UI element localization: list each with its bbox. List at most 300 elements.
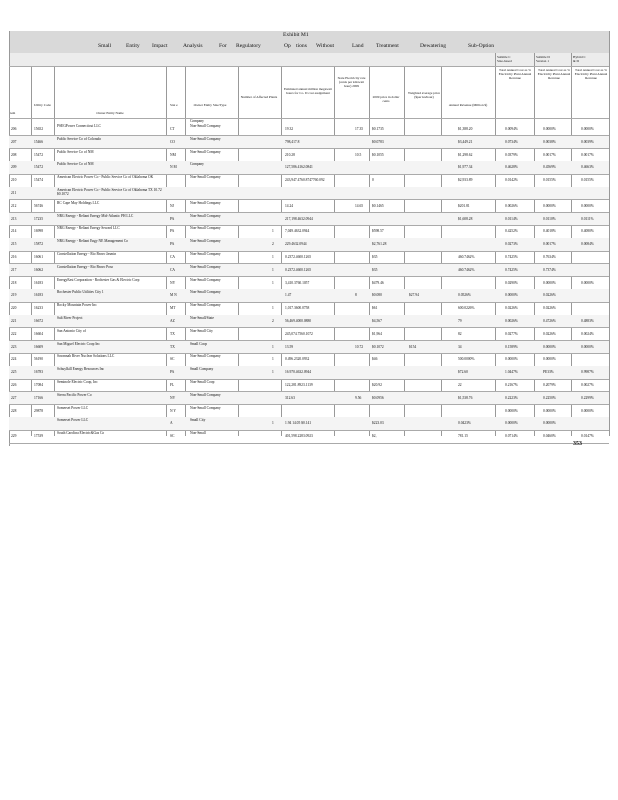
- col-plants: Number of Affected Plants: [240, 95, 278, 99]
- cell-state: A: [170, 421, 173, 426]
- cell-utility-code: 15472: [34, 165, 43, 170]
- cell-compliance: 14.24: [285, 203, 294, 208]
- cell-owner-type: Non-Small Company: [190, 175, 221, 180]
- cell-owner-type: Non-Small Company: [190, 213, 221, 218]
- cell-state: PA: [170, 242, 175, 247]
- cell-state: PA: [170, 216, 175, 221]
- cell-plants: 1: [272, 267, 274, 272]
- cell-compliance: 210.28: [285, 152, 295, 157]
- cell-state: N Y: [170, 408, 176, 413]
- cell-compliance: 16.970.4632.0944: [285, 370, 312, 375]
- cell-rate: 9.56: [355, 395, 362, 400]
- cell-pct-h: 0.4663%: [581, 165, 594, 170]
- cell-price: $0.0783: [372, 139, 384, 144]
- title-word: Op: [284, 43, 291, 49]
- cell-revenue: $1,977.34: [458, 165, 473, 170]
- cell-owner-type: Small Company: [190, 367, 214, 372]
- cell-pct-c: 0.0000%: [505, 408, 518, 413]
- cell-pct-h: 0.0155%: [581, 178, 594, 183]
- cell-owner-name: Schuylkill Energy Resources Inc: [57, 367, 105, 372]
- cell-item: 219: [11, 293, 17, 298]
- cell-owner-name: NRG Energy - Reliant Engy NE Management Co: [57, 239, 129, 244]
- cell-pct-h: 0.4080%: [581, 229, 594, 234]
- col-pct-c: Total Annual Cost as % Electricity Plant Annual Revenue: [498, 68, 532, 81]
- cell-revenue: $1,298.62: [458, 152, 473, 157]
- cell-price: $223.03: [372, 421, 384, 426]
- cell-state: SC: [170, 434, 175, 439]
- cell-item: 227: [11, 395, 17, 400]
- cell-compliance: 1.94 14.05 $0.141: [285, 421, 312, 426]
- cell-pct-d: 0.4726%: [543, 319, 556, 323]
- cell-state: PA: [170, 229, 175, 234]
- cell-owner-name: PSEGPower Connecticut LLC: [57, 124, 101, 128]
- cell-revenue: $72.60: [458, 370, 468, 375]
- cell-price: $20.92: [372, 383, 382, 387]
- cell-owner-type: Company: [190, 162, 204, 167]
- cell-item: 207: [11, 139, 17, 144]
- cell-utility-code: 16609: [34, 344, 43, 349]
- cell-revenue: 82: [458, 331, 462, 336]
- cell-revenue: 781.15: [458, 434, 468, 439]
- cell-plants: 1: [272, 306, 274, 311]
- cell-utility-code: 15872: [34, 242, 43, 247]
- cell-owner-type: Non-Small: [190, 431, 206, 436]
- cell-compliance: 0.2372.4600.1265: [285, 267, 312, 272]
- title-word: For: [219, 43, 227, 49]
- cell-item: 225: [11, 370, 17, 375]
- cell-pct-c: 0.1589%: [505, 344, 518, 349]
- col-state: Stat e: [170, 103, 178, 107]
- cell-pct-c: 0.4628%: [505, 165, 518, 170]
- cell-pct-d: 0.4018%: [543, 229, 556, 234]
- cell-item: 213: [11, 216, 17, 221]
- cell-pct-c: 0.7425%: [505, 255, 518, 259]
- cell-pct-c: 0.0094%: [505, 127, 518, 131]
- cell-utility-code: 56746: [34, 203, 43, 208]
- cell-utility-code: 17539: [34, 434, 43, 439]
- cell-compliance: 127,586.4162.0841: [285, 165, 313, 170]
- cell-pct-d: 0.2079%: [543, 383, 556, 387]
- cell-item: 224: [11, 357, 17, 362]
- cell-compliance: 243,947.4760.8747760.092: [285, 178, 325, 183]
- cell-item: 208: [11, 152, 17, 157]
- col-weighted: Weighted average price ($per kwhour): [408, 91, 440, 100]
- cell-plants: 1: [272, 370, 274, 375]
- cell-pct-d: 0.0226%: [543, 306, 556, 311]
- cell-owner-type: Non-Small Company: [190, 290, 221, 295]
- cell-item: 209: [11, 165, 17, 170]
- cell-weighted: $27.94: [409, 293, 419, 298]
- cell-pct-h: 0.0111%: [581, 216, 594, 221]
- cell-pct-h: 0.0017%: [581, 152, 594, 157]
- cell-revenue: 79: [458, 319, 462, 323]
- subtitle-c-heading: Subtitle C Size-based: [497, 55, 512, 64]
- cell-state: CO: [170, 139, 175, 144]
- cell-revenue: $1,388.20: [458, 127, 473, 131]
- cell-owner-name: NRG Energy - Reliant Energy Seward LLC: [57, 226, 120, 231]
- cell-owner-name: South Carolina Electric&Gas Co: [57, 431, 105, 436]
- cell-compliance: 19.32: [285, 127, 294, 131]
- title-word: tions: [296, 43, 307, 49]
- cell-owner-name: NRG Energy - Reliant Energy Mid-Atlantic PH LLC: [57, 213, 134, 218]
- cell-compliance: 401,598.2283.0923: [285, 434, 313, 439]
- cell-pct-c: 1.0447%: [505, 370, 518, 375]
- cell-revenue: 460.7462%: [458, 267, 475, 272]
- cell-rate: 17.35: [355, 127, 364, 131]
- cell-revenue: 460.7462%: [458, 255, 475, 259]
- cell-utility-code: 16998: [34, 229, 43, 234]
- cell-state: CA: [170, 267, 175, 272]
- cell-revenue: $1,608.28: [458, 216, 473, 221]
- cell-compliance: 56,469.4000.0880: [285, 319, 312, 323]
- cell-item: 212: [11, 203, 17, 208]
- cell-owner-name: American Electric Power Co - Public Service Co of Oklahoma TX 10.72 $0.1072: [57, 188, 162, 196]
- cell-utility-code: 15652: [34, 127, 43, 131]
- cell-compliance: 798,417.8: [285, 139, 300, 144]
- cell-plants: 2: [272, 319, 274, 323]
- cell-pct-c: 0.0714%: [505, 434, 518, 439]
- cell-pct-d: 0.0110%: [543, 216, 556, 221]
- cell-pct-c: 0.0000%: [505, 357, 518, 362]
- cell-item: 211: [11, 191, 17, 195]
- cell-price: $2,761.28: [372, 242, 387, 247]
- cell-state: NM: [170, 152, 176, 157]
- hybrid-heading: Hybrid C & D: [573, 55, 586, 64]
- cell-pct-d: 0.7374%: [543, 267, 556, 272]
- cell-pct-d: 0.0000%: [543, 203, 556, 208]
- cell-utility-code: 16783: [34, 370, 43, 375]
- cell-pct-c: 0.0273%: [505, 242, 518, 247]
- cell-owner-name: Constellation Energy - Rio Bravo Poso: [57, 264, 114, 269]
- cell-compliance: 217,198.4632.0944: [285, 216, 313, 221]
- cell-item: 206: [11, 127, 17, 131]
- title-word: Impact: [152, 43, 168, 49]
- cell-owner-name: Savannah River Nuclear Solutions LLC: [57, 354, 115, 359]
- cell-pct-h: 0.0000%: [581, 203, 594, 208]
- title-word: Treatment: [376, 43, 399, 49]
- col-price: 2009 price in dollar cents: [372, 95, 400, 104]
- cell-compliance: 1,017.3600.0758: [285, 306, 310, 311]
- cell-pct-d: 0.0038%: [543, 139, 556, 144]
- cell-compliance: 13.59: [285, 344, 294, 349]
- cell-pct-d: 0.0000%: [543, 421, 556, 426]
- cell-utility-code: 15466: [34, 139, 43, 144]
- cell-owner-type: Non-Small Company: [190, 226, 221, 231]
- cell-pct-h: 0.2299%: [581, 395, 594, 400]
- cell-pct-c: 0.0114%: [505, 216, 518, 221]
- cell-owner-type: Non-Small Coop: [190, 380, 215, 384]
- cell-owner-name: Public Service Co of Colorado: [57, 136, 102, 141]
- cell-item: 223: [11, 344, 17, 349]
- cell-item: 217: [11, 267, 17, 272]
- cell-rate: 10.72: [355, 344, 364, 349]
- cell-plants: 1: [272, 255, 274, 259]
- cell-compliance: 7,049.4632.0944: [285, 229, 310, 234]
- cell-price: 0: [372, 178, 374, 183]
- cell-utility-code: 56190: [34, 357, 43, 362]
- cell-price: $0.1465: [372, 203, 384, 208]
- cell-pct-d: 0.2250%: [543, 395, 556, 400]
- cell-pct-h: 0.0000%: [581, 280, 594, 285]
- cell-compliance: 245,074.7560.1072: [285, 331, 313, 336]
- title-word: Dewatering: [420, 43, 447, 49]
- cell-rate: 14.65: [355, 203, 364, 208]
- cell-owner-name: Seminole Electric Coop, Inc: [57, 380, 98, 384]
- cell-pct-c: 0.0379%: [505, 152, 518, 157]
- cell-pct-c: 0.0000%: [505, 293, 518, 298]
- cell-owner-name: Somerset Power LLC: [57, 405, 89, 410]
- cell-pct-d: 0.0017%: [543, 242, 556, 247]
- cell-price: $35: [372, 255, 378, 259]
- cell-state: FL: [170, 383, 175, 387]
- cell-rate: 8: [355, 293, 357, 298]
- cell-owner-type: Non-Small Company: [190, 277, 221, 282]
- cell-pct-d: 0.0000%: [543, 408, 556, 413]
- cell-pct-c: 0.2167%: [505, 383, 518, 387]
- exhibit-label: Exhibit M1: [283, 32, 309, 38]
- cell-compliance: 229.4632.0944: [285, 242, 307, 247]
- cell-pct-h: 0.0000%: [581, 408, 594, 413]
- cell-price: $35: [372, 267, 378, 272]
- cell-utility-code: 16062: [34, 267, 43, 272]
- cell-pct-c: 0.0142%: [505, 178, 518, 183]
- cell-revenue: $3,449.21: [458, 139, 473, 144]
- cell-owner-type: Non-Small Company: [190, 264, 221, 269]
- cell-rate: 10.5: [355, 152, 362, 157]
- cell-price: $46: [372, 357, 378, 362]
- cell-owner-name: Sierra Pacific Power Co: [57, 392, 92, 397]
- col-owner-type: Owner Entity Size/Type: [193, 103, 227, 107]
- cell-utility-code: 15474: [34, 178, 43, 183]
- cell-owner-type: Non-Small Company: [190, 303, 221, 308]
- cell-owner-name: San Antonio City of: [57, 328, 86, 333]
- cell-price: $4,567: [372, 319, 382, 323]
- cell-pct-d: 0.0155%: [543, 178, 556, 183]
- cell-item: 218: [11, 280, 17, 285]
- cell-item: 210: [11, 178, 17, 183]
- col-compliance: Estimated annual million megawatt hours for Co. D cost assignment: [283, 87, 333, 96]
- cell-utility-code: 17084: [34, 383, 43, 387]
- cell-item: 215: [11, 242, 17, 247]
- cell-owner-type: Small Coop: [190, 341, 208, 346]
- cell-owner-type: Non-Small Company: [190, 354, 221, 359]
- cell-compliance: 1.47: [285, 293, 292, 298]
- cell-state: CT: [170, 127, 175, 131]
- cell-revenue: $1,538.76: [458, 395, 473, 400]
- cell-pct-c: 0.0026%: [505, 203, 518, 208]
- col-pct-d: Total Annual Cost as % Electricity Plant Annual Revenue: [537, 68, 571, 81]
- cell-owner-name: Somerset Power LLC: [57, 418, 89, 423]
- title-word: Analysis: [183, 43, 203, 49]
- cell-pct-h: 0.0084%: [581, 242, 594, 247]
- cell-price: $479.46: [372, 280, 384, 285]
- cell-item: 214: [11, 229, 17, 234]
- cell-item: 229: [11, 434, 17, 439]
- cell-owner-name: American Electric Power Co - Public Service Co of Oklahoma OK: [57, 175, 154, 180]
- cell-owner-type: Non-Small/State: [190, 316, 214, 320]
- cell-pct-h: 0.0000%: [581, 344, 594, 349]
- cell-state: NV: [170, 395, 176, 400]
- cell-owner-type: Non-Small Company: [190, 392, 221, 397]
- cell-pct-d: 0.0000%: [543, 280, 556, 285]
- cell-revenue: 22: [458, 383, 462, 387]
- cell-plants: 2: [272, 242, 274, 247]
- cell-price: $61: [372, 306, 378, 311]
- cell-pct-h: 0.0024%: [581, 331, 594, 336]
- header-band: [9, 31, 609, 53]
- cell-state: NY: [170, 280, 176, 285]
- cell-utility-code: 16233: [34, 306, 43, 311]
- cell-weighted: $154: [409, 344, 417, 349]
- cell-owner-name: Constellation Energy - Rio Bravo Jasmin: [57, 252, 117, 256]
- cell-state: N M: [170, 165, 177, 170]
- cell-compliance: 0.2372.4600.1265: [285, 255, 312, 259]
- cell-pct-d: 0.0460%: [543, 434, 556, 439]
- cell-pct-d: 0.0226%: [543, 293, 556, 298]
- cell-owner-type: Non-Small Company: [190, 124, 221, 128]
- cell-revenue: 600.0226%: [458, 306, 475, 311]
- col-revenue: Annual Revenue (Million $): [448, 103, 488, 107]
- cell-pct-d: PE33%: [543, 370, 554, 375]
- cell-price: $598.57: [372, 229, 384, 234]
- cell-price: $0.080: [372, 293, 382, 298]
- title-word: Land: [352, 43, 364, 49]
- cell-pct-d: 0.7634%: [543, 255, 556, 259]
- cell-price: $0.1735: [372, 127, 384, 131]
- cell-pct-h: 0.0147%: [581, 434, 594, 439]
- cell-owner-name: Rochester Public Utilities City 1: [57, 290, 104, 295]
- cell-compliance: 3,410.3760.1057: [285, 280, 310, 285]
- cell-pct-c: 0.2223%: [505, 395, 518, 400]
- cell-owner-name: San Miguel Electric Coop Inc: [57, 341, 100, 346]
- grid-line: [9, 66, 609, 67]
- cell-owner-type: Non-Small Company: [190, 136, 221, 141]
- cell-item: 221: [11, 319, 17, 323]
- cell-utility-code: 29878: [34, 408, 43, 413]
- cell-revenue: 0.0423%: [458, 421, 471, 426]
- cell-price: $1,964: [372, 331, 382, 336]
- cell-owner-name: Public Service Co of NM: [57, 149, 94, 154]
- col-item: Item: [9, 111, 16, 115]
- cell-owner-name: Rocky Mountain Power Inc: [57, 303, 97, 308]
- cell-pct-d: 0.4569%: [543, 165, 556, 170]
- cell-utility-code: 16183: [34, 293, 43, 298]
- cell-pct-c: 0.0290%: [505, 280, 518, 285]
- cell-compliance: 312.63: [285, 395, 295, 400]
- cell-state: MT: [170, 306, 176, 311]
- cell-pct-d: 0.0000%: [543, 127, 556, 131]
- title-word: Small: [98, 43, 112, 49]
- cell-plants: 1: [272, 421, 274, 426]
- cell-utility-code: 16604: [34, 331, 43, 336]
- cell-revenue: 0.0526%: [458, 293, 471, 298]
- cell-plants: 1: [272, 280, 274, 285]
- cell-item: 226: [11, 383, 17, 387]
- cell-pct-d: 0.0017%: [543, 152, 556, 157]
- cell-owner-name: EnergyEast Corporation - Rochester Gas & Electric Corp: [57, 277, 140, 282]
- col-owner-name: Owner Entity Name: [96, 111, 124, 115]
- col-pct-h: Total Annual Cost as % Electricity Plant Annual Revenue: [574, 68, 608, 81]
- cell-compliance: 122,281.8923.1139: [285, 383, 313, 387]
- cell-pct-c: 0.0226%: [505, 306, 518, 311]
- cell-item: 220: [11, 306, 17, 311]
- cell-utility-code: 16061: [34, 255, 43, 259]
- cell-state: TX: [170, 344, 175, 349]
- cell-pct-c: 0.0000%: [505, 421, 518, 426]
- cell-owner-type: Non-Small City: [190, 328, 213, 333]
- cell-pct-d: 0.0000%: [543, 357, 556, 362]
- col-rate: State Electricity rate (cents per kilowatt hour) 2009: [337, 76, 366, 89]
- cell-owner-name: Salt River Project: [57, 316, 83, 320]
- cell-price: $0.1072: [372, 344, 384, 349]
- cell-plants: 1: [272, 344, 274, 349]
- cell-price: $0.0956: [372, 395, 384, 400]
- subtitle-d-heading: Subtitle D Version 1: [536, 55, 550, 64]
- cell-state: CA: [170, 255, 175, 259]
- cell-owner-type: Non-Small Company: [190, 405, 221, 410]
- cell-owner-type: Non-Small Company: [190, 252, 221, 256]
- cell-owner-type: Small City: [190, 418, 206, 423]
- title-word: Entity: [126, 43, 140, 49]
- cell-utility-code: 16183: [34, 280, 43, 285]
- cell-utility-code: 16672: [34, 319, 43, 323]
- cell-revenue: 34: [458, 344, 462, 349]
- cell-compliance: 0.496.2320.0932: [285, 357, 310, 362]
- cell-state: NJ: [170, 203, 174, 208]
- cell-pct-h: 0.0039%: [581, 139, 594, 144]
- cell-owner-type: Non-Small Company: [190, 200, 221, 205]
- cell-item: 216: [11, 255, 17, 259]
- cell-pct-c: 0.0734%: [505, 139, 518, 144]
- cell-state: M N: [170, 293, 177, 298]
- cell-item: 222: [11, 331, 17, 336]
- cell-pct-c: 0.7425%: [505, 267, 518, 272]
- cell-plants: 1: [272, 229, 274, 234]
- cell-owner-name: RC Cape May Holdings LLC: [57, 200, 100, 205]
- page-number: 353: [573, 441, 582, 447]
- grid-line: [9, 118, 609, 119]
- cell-plants: 1: [272, 357, 274, 362]
- cell-revenue: $2,933.89: [458, 178, 473, 183]
- cell-pct-d: 0.0000%: [543, 344, 556, 349]
- cell-state: SC: [170, 357, 175, 362]
- cell-state: PA: [170, 370, 175, 375]
- cell-price: $0.1055: [372, 152, 384, 157]
- row-divider: [9, 443, 609, 444]
- cell-owner-name: Public Service Co of NM: [57, 162, 94, 167]
- cell-state: TX: [170, 331, 175, 336]
- cell-pct-h: 0.9987%: [581, 370, 594, 375]
- cell-pct-c: 0.4252%: [505, 229, 518, 234]
- cell-item: 228: [11, 408, 17, 413]
- grid-line: [609, 31, 610, 436]
- cell-pct-c: 0.0026%: [505, 319, 518, 323]
- title-word: Sub-Option: [468, 43, 495, 49]
- cell-pct-h: 0.0027%: [581, 383, 594, 387]
- cell-pct-d: 0.0226%: [543, 331, 556, 336]
- cell-pct-h: 0.4883%: [581, 319, 594, 323]
- title-word: Regulatory: [236, 43, 261, 49]
- cell-state: AZ: [170, 319, 175, 323]
- cell-utility-code: 15472: [34, 152, 43, 157]
- cell-pct-c: 0.0277%: [505, 331, 518, 336]
- col-utility-code: Utility Code: [34, 103, 51, 107]
- cell-owner-type: Non-Small Company: [190, 149, 221, 154]
- cell-revenue: 500.0000%: [458, 357, 475, 362]
- cell-utility-code: 17235: [34, 216, 43, 221]
- cell-owner-type: Non-Small Company: [190, 239, 221, 244]
- cell-price: $2,: [372, 434, 377, 439]
